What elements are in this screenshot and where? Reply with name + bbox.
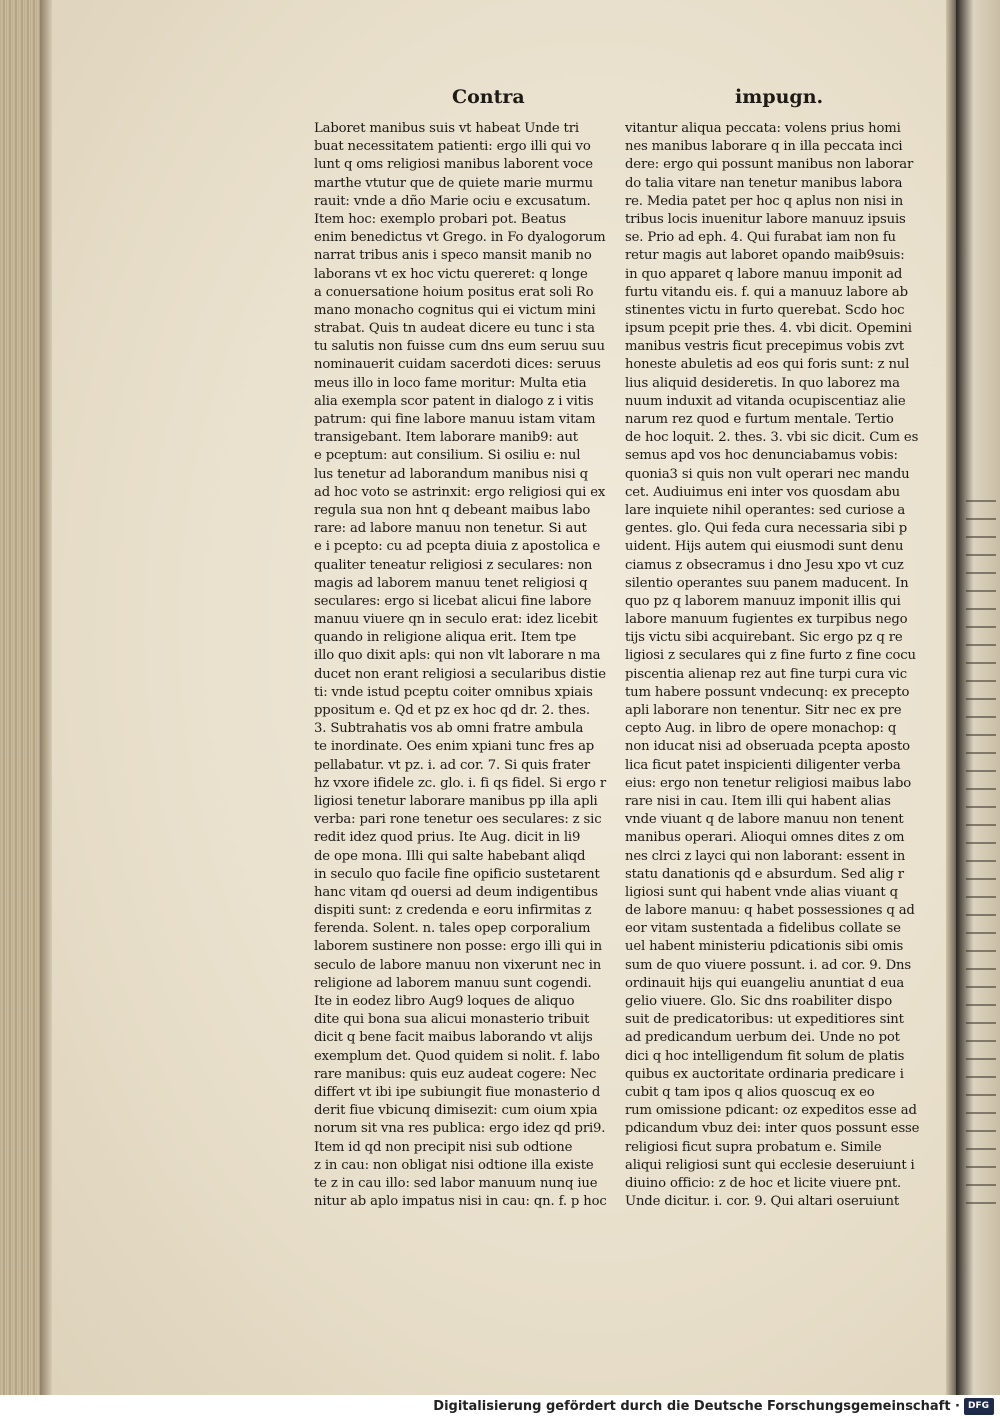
text-line: hz vxore ifidele zc. glo. i. fi qs fidel. Si ergo r [314,775,607,791]
text-line: tijs victu sibi acquirebant. Sic ergo pz q re [625,630,903,646]
text-line: dere: ergo qui possunt manibus non laborar [625,157,914,173]
facing-text-trace [966,824,996,826]
text-line: ipsum pcepit prie thes. 4. vbi dicit. Opemini [625,321,912,337]
text-line: sum de quo viuere possunt. i. ad cor. 9. Dns [625,957,911,973]
facing-text-trace [966,680,996,682]
text-line: tu salutis non fuisse cum dns eum seruu suu [314,339,605,355]
facing-text-trace [966,986,996,988]
text-line: ciamus z obsecramus i dno Jesu xpo vt cuz [625,557,904,573]
text-line: narrat tribus anis i speco mansit manib no [314,248,592,264]
text-line: qualiter teneatur religiosi z seculares: non [314,557,593,573]
text-line: lica ficut patet inspicienti diligenter verba [625,757,901,773]
digitization-footer [0,1395,1000,1419]
text-line: vnde viuant q de labore manuu non tenent [625,812,904,828]
text-line: exemplum det. Quod quidem si nolit. f. labo [314,1048,600,1064]
text-line: quibus ex auctoritate ordinaria predicare i [625,1066,904,1082]
text-line: silentio operantes suu panem maducent. In [625,575,909,591]
text-line: z in cau: non obligat nisi odtione illa existe [314,1157,594,1173]
text-column-left [314,120,614,1211]
text-line: tum habere possunt vndecunq: ex precepto [625,684,910,700]
facing-text-trace [966,842,996,844]
text-line: narum rez quod e furtum mentale. Tertio [625,412,894,427]
book-gutter [946,0,956,1395]
text-line: quonia3 si quis non vult operari nec mandu [625,466,910,482]
text-line: Item id qd non precipit nisi sub odtione [314,1139,573,1155]
text-line: eius: ergo non tenetur religiosi maibus labo [625,775,912,791]
text-line: rauit: vnde a dño Marie ociu e excusatum. [314,193,591,209]
facing-text-trace [966,932,996,934]
facing-text-trace [966,806,996,808]
text-line: ligiosi sunt qui habent vnde alias viuant q [625,884,898,900]
text-line: stinentes victu in furto querebat. Scdo hoc [625,302,905,318]
facing-text-trace [966,500,996,502]
facing-text-trace [966,1022,996,1024]
text-line: ligiosi tenetur laborare manibus pp illa apli [314,793,598,809]
facing-text-trace [966,968,996,970]
text-line: seculares: ergo si licebat alicui fine labore [314,593,592,609]
text-line: diuino officio: z de hoc et licite viuere pnt. [625,1175,902,1191]
facing-text-trace [966,950,996,952]
text-line: rare: ad labore manuu non tenetur. Si aut [314,521,587,537]
text-line: quo pz q laborem manuuz imponit illis qui [625,593,901,609]
facing-text-trace [966,626,996,628]
text-line: vitantur aliqua peccata: volens prius homi [625,121,901,136]
text-line: in quo apparet q labore manuu imponit ad [625,266,903,282]
facing-text-trace [966,752,996,754]
facing-text-trace [966,518,996,520]
facing-text-trace [966,644,996,646]
facing-text-trace [966,536,996,538]
text-line: aliqui religiosi sunt qui ecclesie deseruiunt i [625,1157,915,1173]
facing-text-trace [966,1058,996,1060]
text-line: religione ad laborem manuu sunt cogendi. [314,975,592,991]
text-line: laborans vt ex hoc victu quereret: q longe [314,266,588,282]
text-line: mano monacho cognitus qui ei victum mini [314,302,596,318]
facing-text-trace [966,716,996,718]
text-line: do talia vitare nan tenetur manibus labora [625,175,903,191]
text-line: de ope mona. Illi qui salte habebant aliqd [314,848,586,864]
text-line: ti: vnde istud pceptu coiter omnibus xpiais [314,684,593,700]
text-line: strabat. Quis tn audeat dicere eu tunc i sta [314,321,595,337]
text-line: religiosi ficut supra probatum e. Simile [625,1139,882,1155]
text-line: Item hoc: exemplo probari pot. Beatus [314,211,566,227]
text-line: te inordinate. Oes enim xpiani tunc fres ap [314,739,595,755]
text-line: gelio viuere. Glo. Sic dns roabiliter dispo [625,994,892,1009]
text-line: lare inquiete nihil operantes: sed curiose a [625,502,906,518]
text-line: alia exempla scor patent in dialogo z i vitis [314,393,594,409]
text-line: semus apd vos hoc denunciabamus vobis: [625,448,898,464]
facing-text-trace [966,590,996,592]
facing-text-trace [966,698,996,700]
text-line: ordinauit hijs qui euangeliu anuntiat d eua [625,975,905,991]
text-line: labore manuum fugientes ex turpibus nego [625,612,908,628]
facing-text-trace [966,608,996,610]
dfg-logo-text: DFG [968,1401,990,1411]
text-line: non iducat nisi ad obseruada pcepta aposto [625,739,910,755]
text-line: rum omissione pdicant: oz expeditos esse ad [625,1103,917,1119]
facing-text-trace [966,1166,996,1168]
text-line: Unde dicitur. i. cor. 9. Qui altari oseruiunt [625,1194,900,1210]
text-line: apli laborare non tenentur. Sitr nec ex pre [625,703,902,718]
facing-text-trace [966,1202,996,1204]
text-line: dicit q bene facit maibus laborando vt alijs [314,1030,593,1046]
text-line: se. Prio ad eph. 4. Qui furabat iam non fu [625,230,896,246]
text-line: lunt q oms religiosi manibus laborent voce [314,157,593,173]
text-line: statu danationis qd e absurdum. Sed alig r [625,866,904,882]
facing-text-trace [966,1148,996,1150]
text-line: cubit q tam ipos q alios quoscuq ex eo [625,1084,875,1100]
facing-text-trace [966,770,996,772]
text-line: norum sit vna res publica: ergo idez qd pri9. [314,1121,606,1137]
text-line: derit fiue vbicunq dimisezit: cum oium xpia [314,1103,598,1119]
facing-text-trace [966,878,996,880]
text-line: in seculo quo facile fine opificio sustetarent [314,866,600,882]
text-line: laborem sustinere non posse: ergo illi qui in [314,939,602,955]
text-line: suit de predicatoribus: ut expeditiores sint [625,1012,904,1028]
text-line: tribus locis inuenitur labore manuuz ipsuis [625,211,906,227]
text-line: gentes. glo. Qui feda cura necessaria sibi p [625,521,908,537]
dfg-logo [964,1398,994,1415]
facing-text-trace [966,662,996,664]
text-line: manuu viuere qn in seculo erat: idez licebit [314,612,598,628]
facing-text-trace [966,734,996,736]
text-line: e i pcepto: cu ad pcepta diuia z apostolica e [314,539,601,555]
text-line: piscentia alienap rez aut fine turpi cura vic [625,666,907,682]
text-line: Ite in eodez libro Aug9 loques de aliquo [314,994,575,1009]
facing-text-trace [966,1076,996,1078]
text-line: ducet non erant religiosi a secularibus distie [314,666,606,682]
text-line: hanc vitam qd ouersi ad deum indigentibus [314,884,598,900]
footer-credit: Digitalisierung gefördert durch die Deutsche Forschungsgemeinschaft · [433,1399,960,1414]
running-head-right: impugn. [735,86,824,108]
text-line: re. Media patet per hoc q aplus non nisi in [625,193,904,209]
text-line: uel habent ministeriu pdicationis sibi omis [625,939,904,955]
text-line: nominauerit cuidam sacerdoti dices: seruus [314,357,601,373]
text-line: meus illo in loco fame moritur: Multa etia [314,375,587,391]
text-line: pellabatur. vt pz. i. ad cor. 7. Si quis frater [314,757,590,773]
text-line: manibus vestris ficut precepimus vobis zvt [625,339,905,355]
facing-text-trace [966,554,996,556]
text-line: verba: pari rone tenetur oes seculares: z sic [314,812,602,828]
facing-text-trace [966,1040,996,1042]
text-line: nuum induxit ad vitanda ocupiscentiaz alie [625,393,906,409]
text-line: redit idez quod prius. Ite Aug. dicit in li9 [314,830,581,846]
text-line: nes clrci z layci qui non laborant: essent in [625,848,906,864]
facing-text-trace [966,1130,996,1132]
running-head-left: Contra [452,86,525,108]
facing-text-trace [966,1184,996,1186]
facing-text-trace [966,788,996,790]
text-line: transigebant. Item laborare manib9: aut [314,430,578,446]
text-line: furtu vitandu eis. f. qui a manuuz labore ab [625,284,908,300]
text-line: seculo de labore manuu non vixerunt nec in [314,957,602,973]
text-line: pdicandum vbuz dei: inter quos possunt esse [625,1121,920,1137]
text-line: 3. Subtrahatis vos ab omni fratre ambula [314,721,584,737]
facing-text-trace [966,860,996,862]
text-line: cepto Aug. in libro de opere monachop: q [625,721,897,737]
text-line: rare nisi in cau. Item illi qui habent alias [625,793,891,809]
text-line: de labore manuu: q habet possessiones q ad [625,903,915,919]
text-line: ferenda. Solent. n. tales opep corporalium [314,921,591,937]
text-line: honeste abuletis ad eos qui foris sunt: z nul [625,357,910,373]
text-line: patrum: qui fine labore manuu istam vitam [314,412,596,427]
text-line: nes manibus laborare q in illa peccata inci [625,139,903,155]
text-line: e pceptum: aut consilium. Si osiliu e: nul [314,448,581,464]
text-line: lius aliquid desideretis. In quo laborez ma [625,375,900,391]
facing-page-edge [956,0,1000,1395]
facing-text-trace [966,1112,996,1114]
text-line: dispiti sunt: z credenda e eoru infirmitas z [314,903,592,919]
text-line: cet. Audiuimus eni inter vos quosdam abu [625,484,901,500]
facing-text-trace [966,1004,996,1006]
text-line: dite qui bona sua alicui monasterio tribuit [314,1012,590,1028]
text-line: dici q hoc intelligendum fit solum de platis [625,1048,905,1064]
text-line: rare manibus: quis euz audeat cogere: Nec [314,1066,597,1082]
facing-text-trace [966,896,996,898]
text-line: de hoc loquit. 2. thes. 3. vbi sic dicit. Cum es [625,430,919,446]
text-line: uident. Hijs autem qui eiusmodi sunt denu [625,539,904,555]
text-line: eor vitam sustentada a fidelibus collate se [625,921,901,937]
text-line: regula sua non hnt q debeant maibus labo [314,502,591,518]
text-line: nitur ab aplo impatus nisi in cau: qn. f. p hoc [314,1194,607,1210]
text-line: marthe vtutur que de quiete marie murmu [314,175,593,191]
facing-text-trace [966,1094,996,1096]
text-line: illo quo dixit apls: qui non vlt laborare n ma [314,648,601,664]
text-line: Laboret manibus suis vt habeat Unde tri [314,121,579,136]
text-column-right [625,120,925,1211]
text-line: ad predicandum uerbum dei. Unde no pot [625,1030,900,1046]
text-line: ad hoc voto se astrinxit: ergo religiosi qui ex [314,484,606,500]
text-line: buat necessitatem patienti: ergo illi qui vo [314,139,591,155]
text-line: magis ad laborem manuu tenet religiosi q [314,575,588,591]
text-line: te z in cau illo: sed labor manuum nunq iue [314,1175,598,1191]
facing-text-trace [966,572,996,574]
text-line: differt vt ibi ipe subiungit fiue monasterio d [314,1084,601,1100]
facing-text-trace [966,914,996,916]
text-line: a conuersatione hoium positus erat soli Ro [314,284,594,300]
text-line: enim benedictus vt Grego. in Fo dyalogorum [314,230,606,246]
text-line: manibus operari. Alioqui omnes dites z om [625,830,905,846]
text-line: ppositum e. Qd et pz ex hoc qd dr. 2. thes. [314,703,590,718]
text-line: ligiosi z seculares qui z fine furto z fine cocu [625,648,916,664]
text-line: quando in religione aliqua erit. Item tpe [314,630,577,646]
text-line: retur magis aut laboret opando maib9suis: [625,248,905,264]
text-line: lus tenetur ad laborandum manibus nisi q [314,466,588,482]
